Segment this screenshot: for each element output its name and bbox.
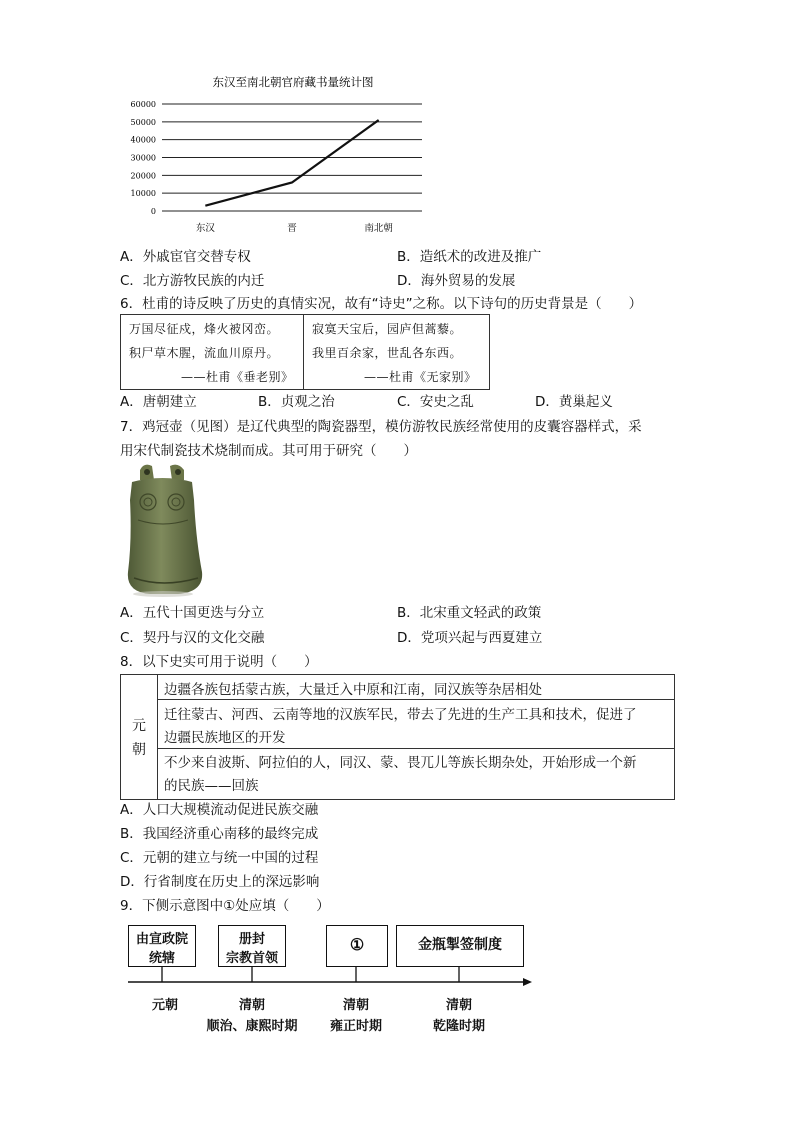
yuan-row-3 [158, 749, 674, 799]
yuan-row-1 [158, 675, 674, 700]
q8-option-d[interactable]: D．行省制度在历史上的深远影响 [120, 874, 320, 890]
y-tick-label: 60000 [130, 100, 156, 109]
chart-grid [162, 104, 422, 211]
poem-left-cell [121, 315, 304, 389]
q5-option-a[interactable]: A．外戚宦官交替专权 [120, 249, 251, 265]
q7-option-c[interactable]: C．契丹与汉的文化交融 [120, 630, 265, 646]
timeline-label-qing-3-line-1: 清朝 [445, 998, 472, 1013]
q7-option-b[interactable]: B．北宋重文轻武的政策 [397, 605, 542, 621]
q6-stem: 6．杜甫的诗反映了历史的真情实况，故有“诗史”之称。以下诗句的历史背景是（ ） [120, 296, 643, 312]
q5-option-c[interactable]: C．北方游牧民族的内迁 [120, 273, 265, 289]
yuan-head-char-2: 朝 [132, 742, 146, 758]
yuan-row-1-text: 边疆各族包括蒙古族，大量迁入中原和江南，同汉族等杂居相处 [164, 682, 542, 698]
timeline-box-blank-1: ① [326, 925, 388, 967]
q7-option-d[interactable]: D．党项兴起与西夏建立 [397, 630, 543, 646]
q6-option-d[interactable]: D．黄巢起义 [535, 394, 613, 410]
timeline-label-qing-1 [197, 994, 307, 1034]
q5-option-d[interactable]: D．海外贸易的发展 [397, 273, 516, 289]
q5-option-b[interactable]: B．造纸术的改进及推广 [397, 249, 542, 265]
chart-y-axis [131, 100, 156, 216]
timeline-box-yuan-line-2: 统辖 [148, 951, 175, 966]
chart-title: 东汉至南北朝官府藏书量统计图 [212, 75, 374, 89]
timeline-label-qing-3-line-2: 乾隆时期 [432, 1019, 485, 1034]
q8-option-b[interactable]: B．我国经济重心南移的最终完成 [120, 826, 319, 842]
q9-stem: 9．下侧示意图中①处应填（ ） [120, 898, 330, 914]
y-tick-label: 0 [150, 207, 156, 216]
timeline-box-2-line-2: 宗教首领 [225, 951, 278, 966]
yuan-head-char-1: 元 [132, 718, 146, 734]
q8-option-c[interactable]: C．元朝的建立与统一中国的过程 [120, 850, 319, 866]
y-tick-label: 50000 [130, 117, 156, 127]
q6-option-b[interactable]: B．贞观之治 [258, 394, 335, 410]
y-tick-label: 30000 [130, 153, 156, 163]
poem-left-line-1: 万国尽征戍，烽火被冈峦。 [129, 322, 280, 336]
yuan-row-2 [158, 700, 674, 749]
yuan-head-cell [121, 675, 158, 799]
timeline-box-golden-urn: 金瓶掣签制度 [396, 925, 524, 967]
q7-stem-line-2: 用宋代制瓷技术烧制而成。其可用于研究（ ） [120, 443, 417, 459]
timeline-box-yuan [128, 925, 196, 967]
yuan-row-3-line-2: 的民族——回族 [164, 778, 259, 794]
cockscomb-pot-illustration [118, 460, 208, 600]
y-tick-label: 20000 [130, 171, 156, 181]
q8-option-a[interactable]: A．人口大规模流动促进民族交融 [120, 802, 319, 818]
poem-right-cell [304, 315, 489, 389]
yuan-row-2-line-1: 迁往蒙古、河西、云南等地的汉族军民，带去了先进的生产工具和技术，促进了 [164, 707, 637, 723]
yuan-row-3-line-1: 不少来自波斯、阿拉伯的人，同汉、蒙、畏兀儿等族长期杂处，开始形成一个新 [164, 755, 637, 771]
x-tick-label: 南北朝 [364, 223, 393, 234]
poem-right-source: ——杜甫《无家别》 [364, 370, 477, 384]
timeline-label-qing-2-line-2: 雍正时期 [329, 1019, 382, 1034]
q7-option-a[interactable]: A．五代十国更迭与分立 [120, 605, 265, 621]
poem-table [120, 314, 490, 390]
timeline-label-qing-1-line-1: 清朝 [238, 998, 265, 1013]
timeline-label-qing-2-line-1: 清朝 [342, 998, 369, 1013]
q7-stem-line-1: 7．鸡冠壶（见图）是辽代典型的陶瓷器型，模仿游牧民族经常使用的皮囊容器样式，采 [120, 419, 642, 435]
poem-right-line-2: 我里百余家，世乱各东西。 [312, 346, 463, 360]
timeline-box-yuan-line-1: 由宣政院 [135, 932, 188, 947]
yuan-row-2-line-2: 边疆民族地区的开发 [164, 730, 286, 746]
yuan-dynasty-table [120, 674, 675, 800]
y-tick-label: 40000 [130, 135, 156, 145]
q6-option-a[interactable]: A．唐朝建立 [120, 394, 197, 410]
poem-right-line-1: 寂寞天宝后，园庐但蒿藜。 [312, 322, 463, 336]
q6-option-c[interactable]: C．安史之乱 [397, 394, 474, 410]
cockscomb-pot-image [118, 460, 208, 600]
timeline-label-qing-2 [316, 994, 396, 1034]
book-collection-line-chart [118, 70, 438, 240]
timeline-label-yuan: 元朝 [151, 998, 178, 1013]
poem-left-source: ——杜甫《垂老别》 [181, 370, 294, 384]
x-tick-label: 东汉 [195, 223, 215, 234]
x-tick-label: 晋 [287, 223, 297, 234]
timeline-box-shunzhi-kangxi [218, 925, 286, 967]
y-tick-label: 10000 [130, 189, 156, 199]
q8-stem: 8．以下史实可用于说明（ ） [120, 654, 318, 670]
timeline-label-qing-3 [419, 994, 499, 1034]
poem-left-line-2: 积尸草木腥，流血川原丹。 [129, 346, 280, 360]
timeline-box-2-line-1: 册封 [238, 932, 265, 947]
chart-x-axis [196, 222, 394, 234]
timeline-label-qing-1-line-2: 顺治、康熙时期 [206, 1019, 298, 1034]
